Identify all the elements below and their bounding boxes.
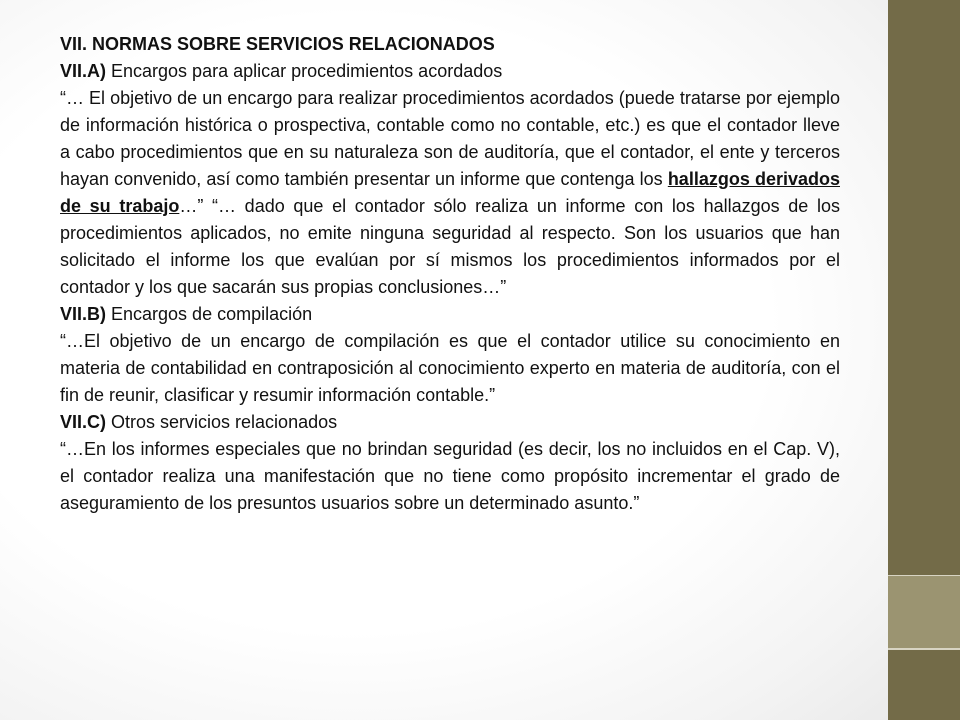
side-bar-accent-block xyxy=(888,576,960,648)
section-code: VII.A) xyxy=(60,61,107,81)
section-quote-c: “…En los informes especiales que no brindan seguridad (es decir, los no incluidos en el Cap. V), el contador realiza una manifestación que no tiene como propósito incrementar el grado de aseguramiento de los presuntos usuarios sobre un determinado asunto.” xyxy=(60,439,840,513)
section-heading-b xyxy=(60,301,840,328)
section-quote-a xyxy=(60,85,840,301)
main-heading: VII. NORMAS SOBRE SERVICIOS RELACIONADOS xyxy=(60,34,495,54)
quote-text: “… El objetivo de un encargo para realizar procedimientos acordados (puede tratarse por ejemplo de información histórica o prospectiva, contable como no contable, etc.) es que el contador lleve a cabo procedimientos que en su naturaleza son de auditoría, que el contador, el ente y terceros hayan convenido, así como también presentar un informe que contenga los xyxy=(60,88,840,189)
section-heading-a xyxy=(60,58,840,85)
section-code: VII.B) xyxy=(60,304,107,324)
section-heading-c xyxy=(60,409,840,436)
section-code: VII.C) xyxy=(60,412,107,432)
side-bar-divider-bottom xyxy=(888,648,960,650)
underlined-phrase: hallazgos derivados de su trabajo xyxy=(60,169,840,216)
decorative-side-bar xyxy=(888,0,960,720)
section-title: Encargos de compilación xyxy=(106,304,313,324)
quote-text: …” “… dado que el contador sólo realiza un informe con los hallazgos de los procedimientos aplicados, no emite ninguna seguridad al respecto. Son los usuarios que han solicitado el informe los que evalúan por sí mismos los procedimientos informados por el contador y los que sacarán sus propias conclusiones…” xyxy=(60,196,840,297)
section-title: Otros servicios relacionados xyxy=(106,412,338,432)
section-title: Encargos para aplicar procedimientos acordados xyxy=(106,61,503,81)
slide-content xyxy=(60,31,840,517)
section-quote-b: “…El objetivo de un encargo de compilación es que el contador utilice su conocimiento en materia de contabilidad en contraposición al conocimiento experto en materia de auditoría, con el fin de reunir, clasificar y resumir información contable.” xyxy=(60,331,840,405)
